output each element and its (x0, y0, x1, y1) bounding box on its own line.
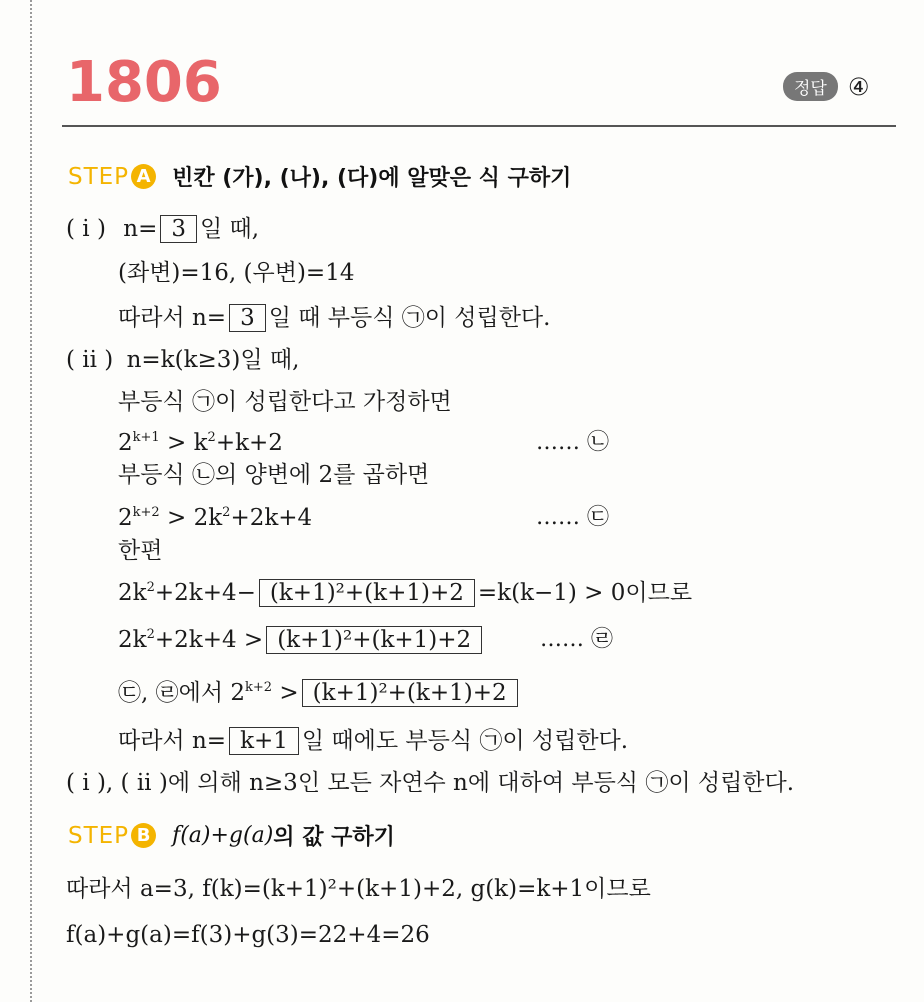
inequality-d (118, 625, 485, 655)
case1-concl-post: 일 때 부등식 ㉠이 성립한다. (268, 305, 551, 331)
ineq-d-mid: +2k+4 > (154, 627, 264, 653)
step-b-letter-icon: B (131, 823, 156, 848)
marker-c: …… ㉢ (536, 505, 609, 530)
step-b-heading (68, 820, 395, 851)
diff-post: =k(k−1) > 0이므로 (477, 580, 693, 606)
header-divider (62, 125, 896, 127)
ineq-l-rest-exp: 2 (207, 430, 216, 445)
answer-badge (783, 72, 869, 101)
margin-dotted-line (30, 0, 32, 1002)
step-b-title-expr: f(a)+g(a) (172, 823, 274, 848)
ineq-l-tail: +k+2 (215, 430, 283, 456)
case2-intro (66, 345, 299, 375)
combine-blank-box: (k+1)²+(k+1)+2 (302, 679, 518, 707)
combine-mid: > (272, 680, 299, 706)
case1-tail: 일 때, (199, 216, 260, 242)
inequality-c (118, 503, 312, 533)
case1-concl-box: 3 (229, 304, 266, 332)
case2-assume: 부등식 ㉠이 성립한다고 가정하면 (118, 389, 452, 415)
final-line-2: f(a)+g(a)=f(3)+g(3)=22+4=26 (66, 922, 430, 948)
step-a-title: 빈칸 (가), (나), (다)에 알맞은 식 구하기 (172, 166, 572, 191)
case1-label: ( i ) (66, 216, 106, 242)
case1-intro (66, 214, 259, 244)
ineq-d-pre-exp: 2 (146, 627, 155, 642)
combine-line (118, 678, 521, 708)
diff-pre-exp: 2 (146, 580, 155, 595)
ineq-c-rest: > 2k (159, 505, 223, 531)
marker-l: …… ㉡ (536, 430, 609, 455)
step-a-letter-icon: A (131, 164, 156, 189)
step-b-title-text: 의 값 구하기 (273, 825, 395, 850)
ineq-l-rest: > k (159, 430, 208, 456)
case1-concl-pre: 따라서 n= (118, 305, 227, 331)
overall-conclusion: ( i ), ( ii )에 의해 n≥3인 모든 자연수 n에 대하여 부등식 ㉠이 성립한다. (66, 770, 795, 796)
case1-values: (좌변)=16, (우변)=14 (118, 260, 355, 286)
diff-blank-box: (k+1)²+(k+1)+2 (259, 579, 475, 607)
case1-conclusion (118, 303, 550, 333)
difference-line (118, 578, 692, 608)
final-line-1: 따라서 a=3, f(k)=(k+1)²+(k+1)+2, g(k)=k+1이므로 (66, 876, 651, 902)
case2-intro-text: n=k(k≥3)일 때, (126, 347, 300, 373)
case1-blank-box: 3 (160, 215, 197, 243)
answer-label: 정답 (783, 72, 838, 101)
problem-number: 1806 (66, 50, 222, 115)
answer-value: ④ (847, 72, 870, 101)
case2-label: ( ii ) (66, 347, 114, 373)
ineq-d-pre: 2k (118, 627, 147, 653)
case2-concl-box: k+1 (229, 727, 299, 755)
case2-mult: 부등식 ㉡의 양변에 2를 곱하면 (118, 462, 430, 488)
step-a-heading (68, 161, 571, 192)
marker-d: …… ㉣ (540, 627, 613, 652)
ineq-l-exp: k+1 (132, 430, 160, 445)
step-a-word: STEP (68, 163, 130, 190)
case2-conclusion (118, 726, 628, 756)
combine-exp: k+2 (245, 680, 273, 695)
step-b-word: STEP (68, 822, 130, 849)
combine-pre: ㉢, ㉣에서 2 (118, 680, 246, 706)
ineq-c-exp: k+2 (132, 505, 160, 520)
case2-meanwhile: 한편 (118, 538, 163, 564)
ineq-c-base: 2 (118, 505, 133, 531)
case1-n-eq: n= (123, 216, 158, 242)
case2-concl-pre: 따라서 n= (118, 728, 227, 754)
case2-concl-post: 일 때에도 부등식 ㉠이 성립한다. (301, 728, 629, 754)
ineq-l-base: 2 (118, 430, 133, 456)
ineq-c-rest-exp: 2 (222, 505, 231, 520)
ineq-d-blank-box: (k+1)²+(k+1)+2 (266, 626, 482, 654)
ineq-c-tail: +2k+4 (230, 505, 313, 531)
inequality-l (118, 428, 283, 458)
diff-pre: 2k (118, 580, 147, 606)
diff-mid: +2k+4− (154, 580, 256, 606)
